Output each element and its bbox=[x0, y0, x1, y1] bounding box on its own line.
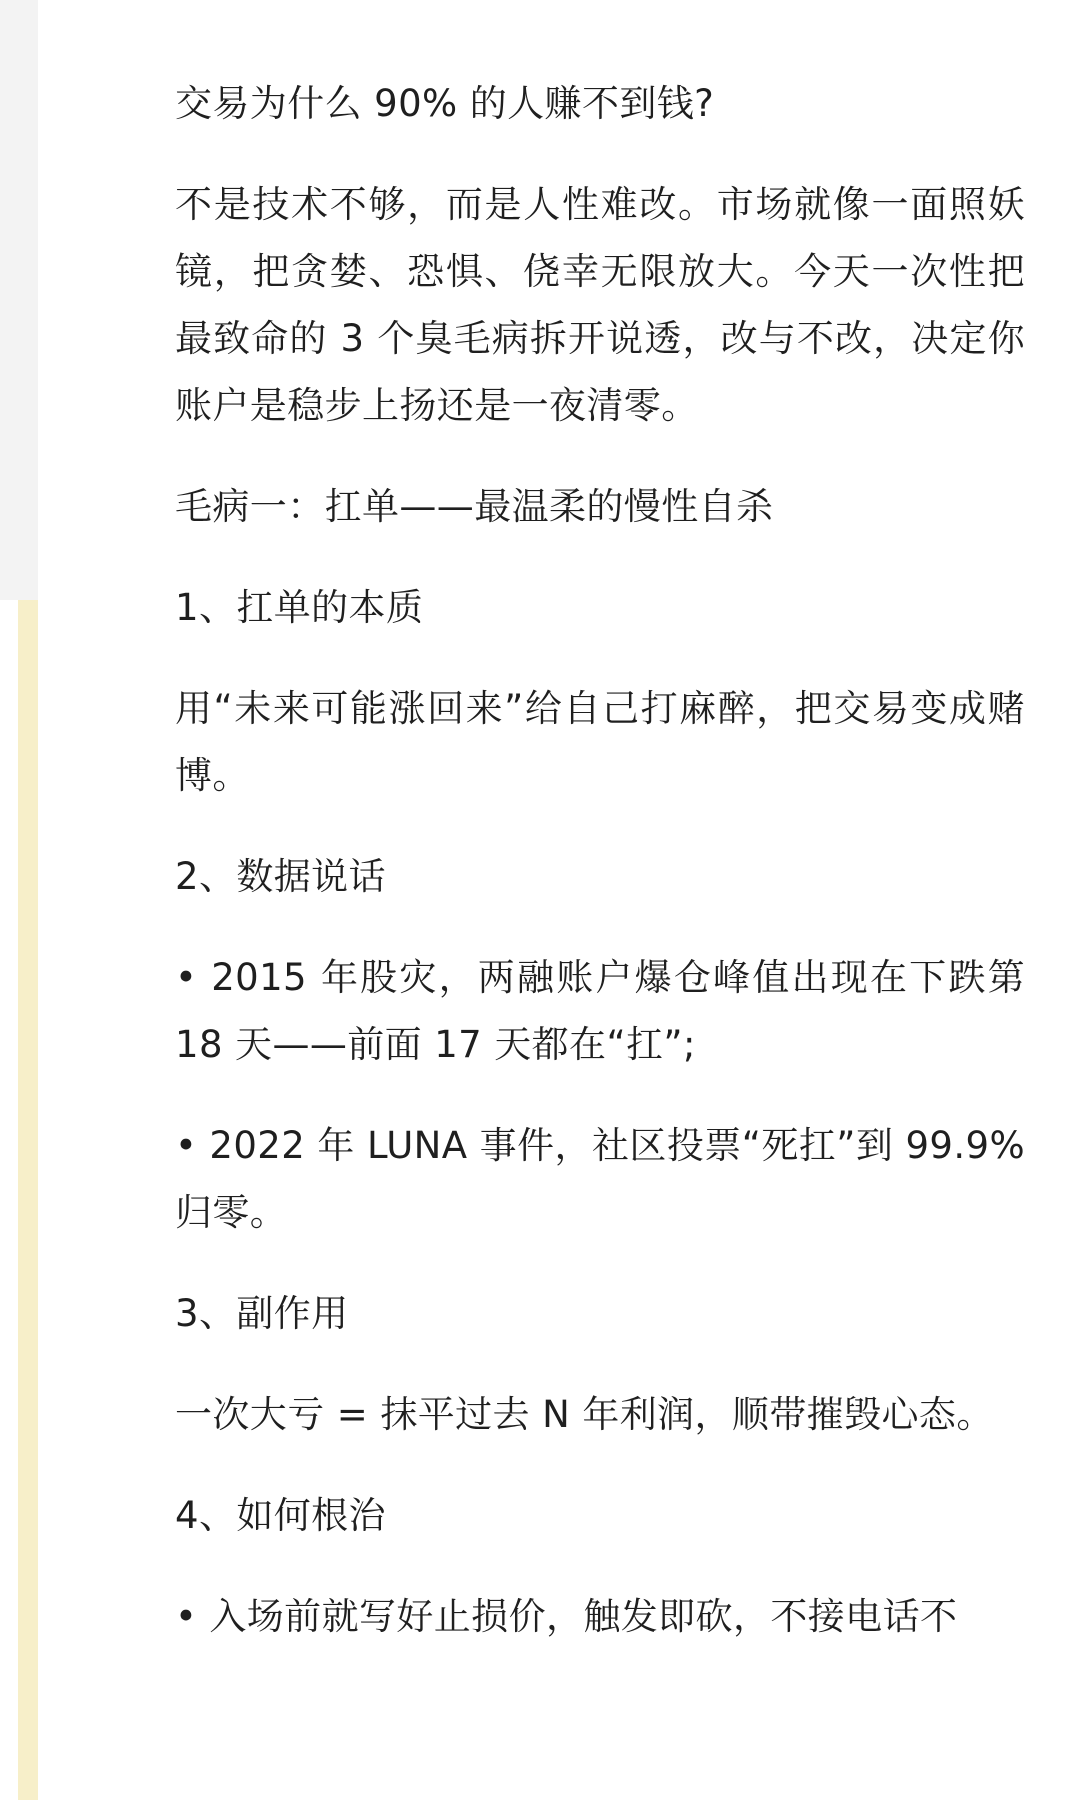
article-body bbox=[175, 70, 1025, 1684]
data-bullet-2015: • 2015 年股灾，两融账户爆仓峰值出现在下跌第 18 天——前面 17 天都在“扛”; bbox=[175, 956, 1025, 1066]
problem-one-heading: 毛病一：扛单——最温柔的慢性自杀 bbox=[175, 485, 774, 528]
title-question: 交易为什么 90% 的人赚不到钱? bbox=[175, 82, 715, 125]
section-1-text: 用“未来可能涨回来”给自己打麻醉，把交易变成赌博。 bbox=[175, 687, 1025, 797]
left-rail-top bbox=[0, 0, 38, 600]
section-3-heading: 3、副作用 bbox=[175, 1292, 349, 1335]
section-4-heading: 4、如何根治 bbox=[175, 1494, 386, 1537]
section-3-text: 一次大亏 = 抹平过去 N 年利润，顺带摧毁心态。 bbox=[175, 1393, 994, 1436]
section-1-heading: 1、扛单的本质 bbox=[175, 586, 424, 629]
section-2-heading: 2、数据说话 bbox=[175, 855, 386, 898]
data-bullet-luna: • 2022 年 LUNA 事件，社区投票“死扛”到 99.9% 归零。 bbox=[175, 1124, 1025, 1234]
intro-paragraph: 不是技术不够，而是人性难改。市场就像一面照妖镜，把贪婪、恐惧、侥幸无限放大。今天一次性把最致命的 3 个臭毛病拆开说透，改与不改，决定你账户是稳步上扬还是一夜清零。 bbox=[175, 183, 1025, 427]
remedy-bullet: • 入场前就写好止损价，触发即砍，不接电话不 bbox=[175, 1595, 958, 1638]
left-rail-bottom bbox=[18, 600, 38, 1800]
